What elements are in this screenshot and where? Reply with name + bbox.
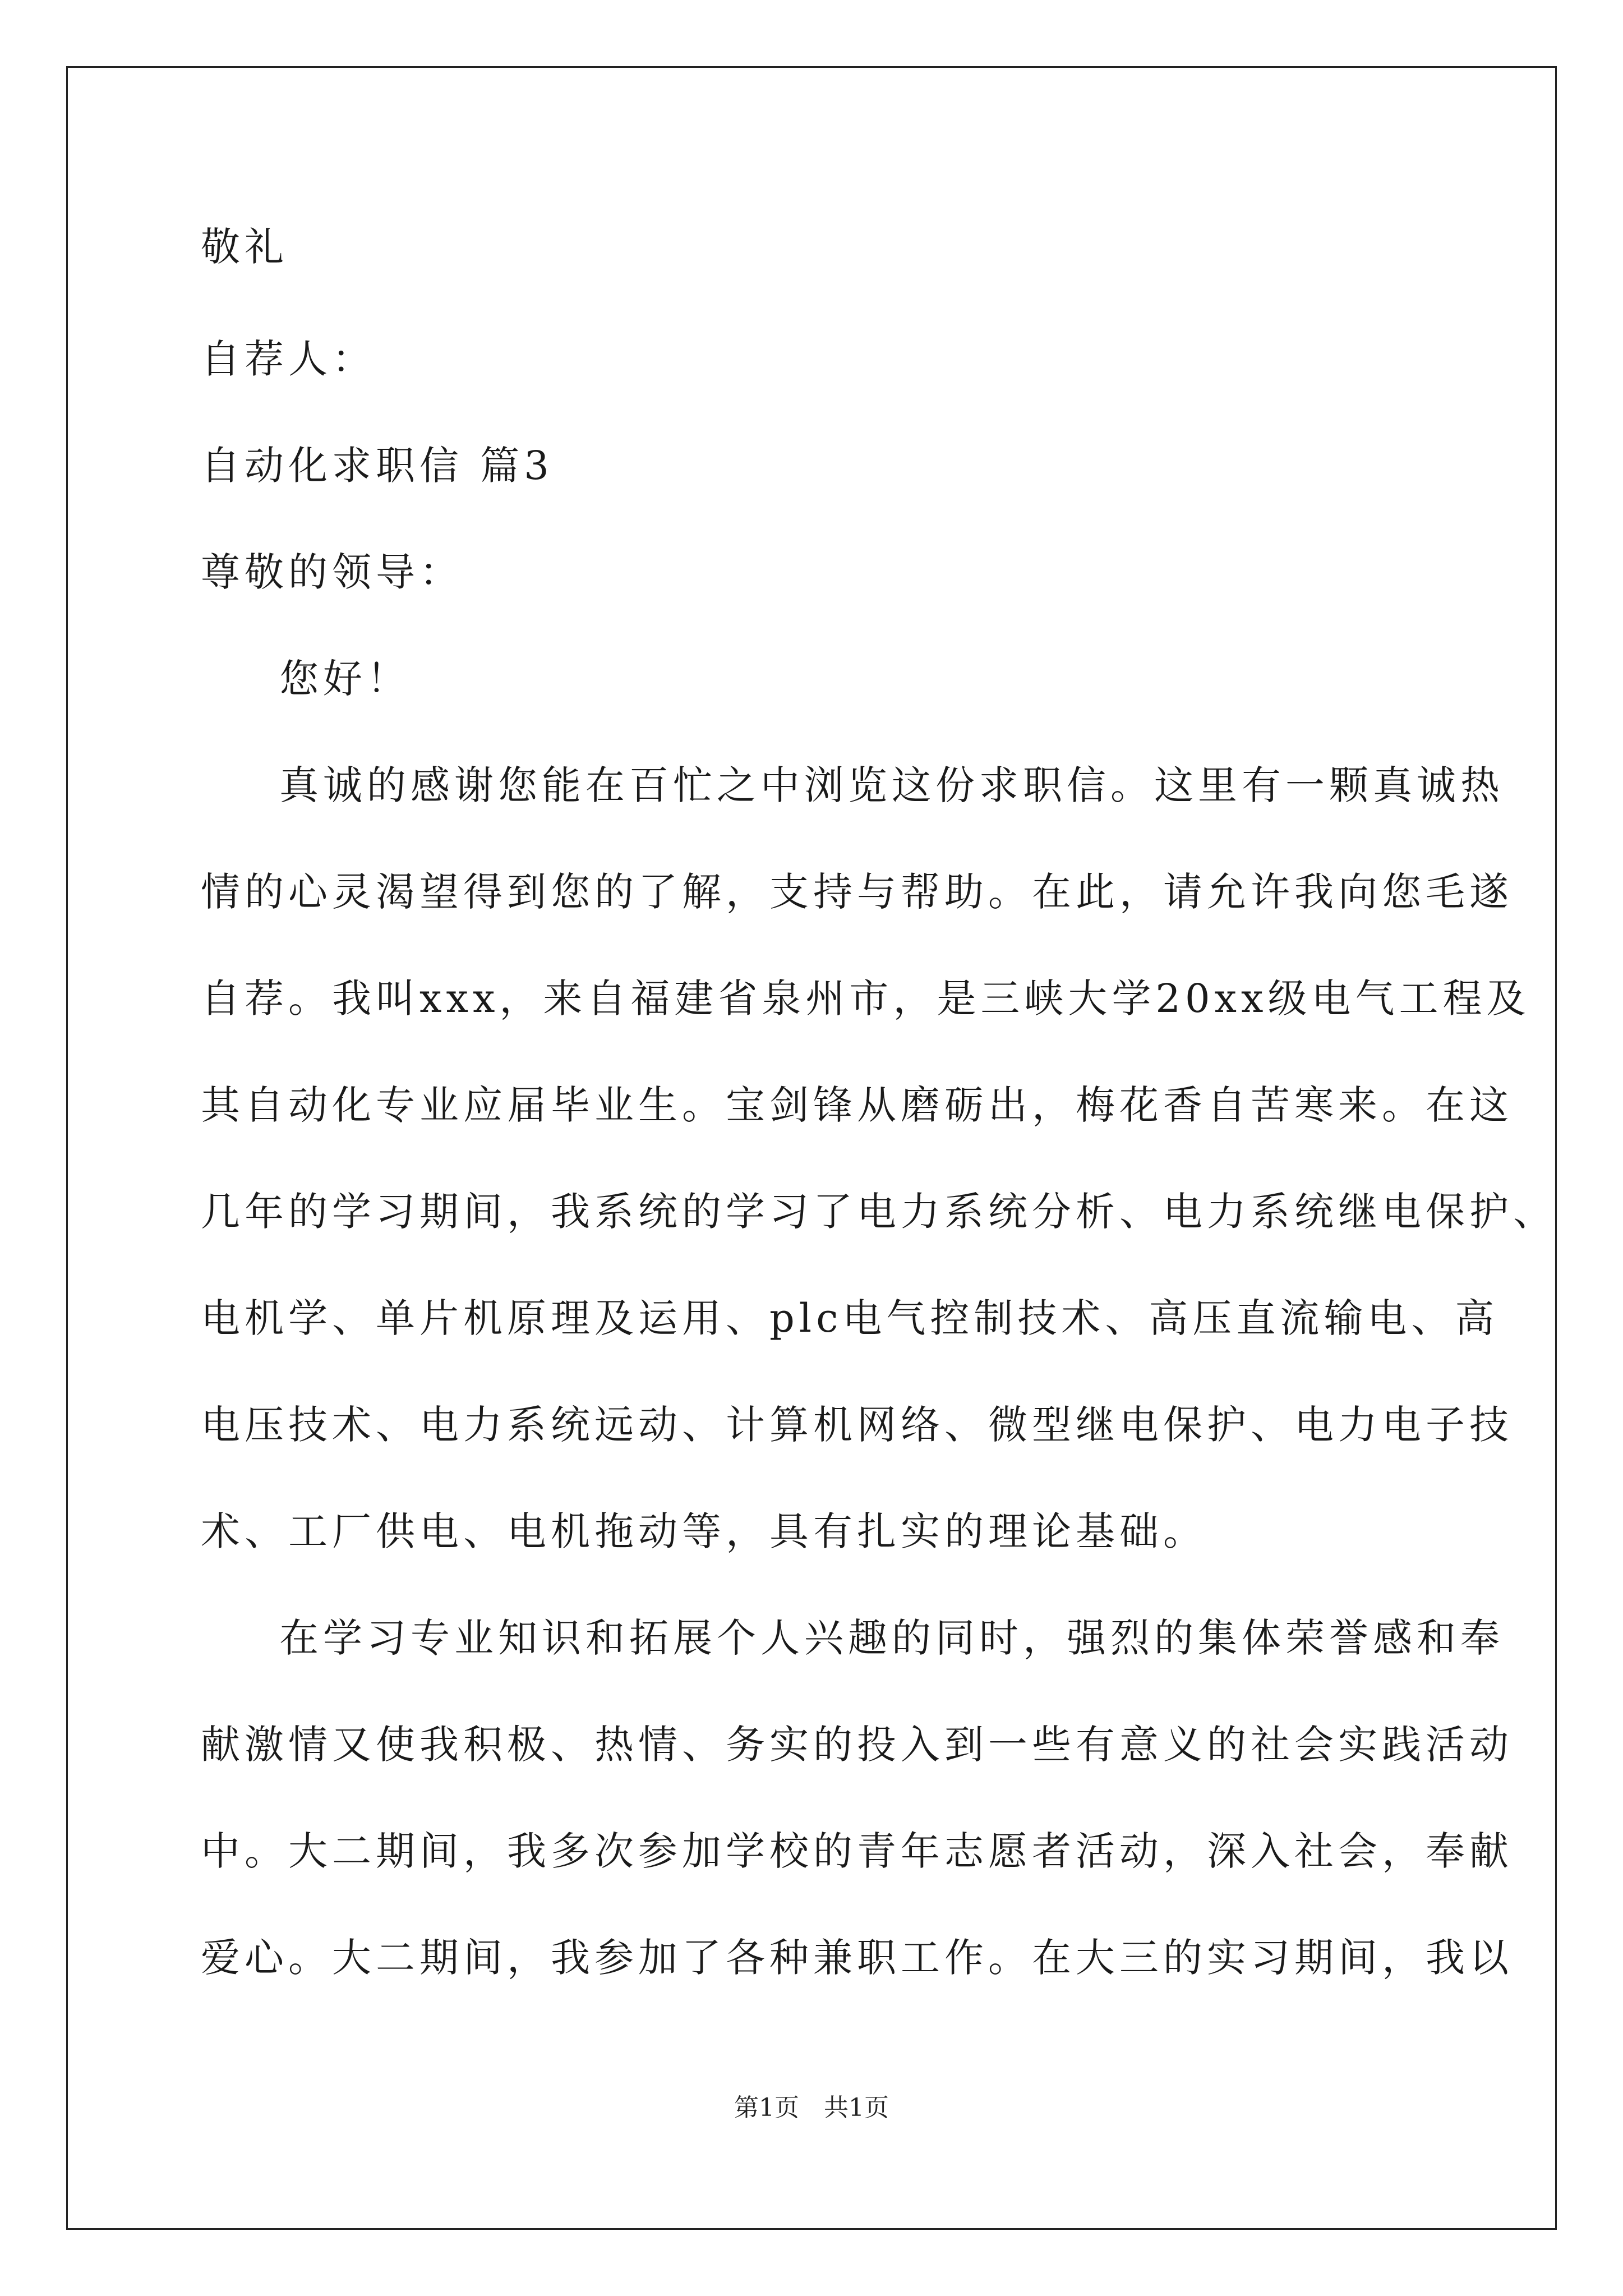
paragraph-line: 其自动化专业应届毕业生。宝剑锋从磨砺出，梅花香自苦寒来。在这 [201, 1082, 1513, 1128]
salutation: 尊敬的领导： [201, 549, 463, 595]
paragraph-line: 真诚的感谢您能在百忙之中浏览这份求职信。这里有一颗真诚热 [279, 762, 1504, 808]
paragraph-line: 在学习专业知识和拓展个人兴趣的同时，强烈的集体荣誉感和奉 [279, 1615, 1504, 1661]
closing-text: 敬礼 [201, 224, 288, 270]
paragraph-line: 电压技术、电力系统远动、计算机网络、微型继电保护、电力电子技 [201, 1402, 1513, 1448]
paragraph-line: 中。大二期间，我多次参加学校的青年志愿者活动，深入社会，奉献 [201, 1828, 1513, 1874]
paragraph-line: 情的心灵渴望得到您的了解，支持与帮助。在此，请允许我向您毛遂 [201, 869, 1513, 915]
paragraph-line: 术、工厂供电、电机拖动等，具有扎实的理论基础。 [201, 1508, 1207, 1554]
paragraph-line: 电机学、单片机原理及运用、plc电气控制技术、高压直流输电、高 [201, 1295, 1499, 1341]
paragraph-line: 献激情又使我积极、热情、务实的投入到一些有意义的社会实践活动 [201, 1722, 1513, 1768]
paragraph-line: 爱心。大二期间，我参加了各种兼职工作。在大三的实习期间，我以 [201, 1935, 1513, 1981]
paragraph-line: 几年的学习期间，我系统的学习了电力系统分析、电力系统继电保护、 [201, 1189, 1557, 1235]
page-number-footer: 第1页 共1页 [734, 2093, 889, 2122]
page-border [66, 66, 1557, 2230]
section-title: 自动化求职信 篇3 [201, 443, 554, 489]
greeting: 您好！ [279, 656, 411, 702]
signature-label: 自荐人： [201, 336, 376, 382]
paragraph-line: 自荐。我叫xxx，来自福建省泉州市，是三峡大学20xx级电气工程及 [201, 976, 1530, 1022]
